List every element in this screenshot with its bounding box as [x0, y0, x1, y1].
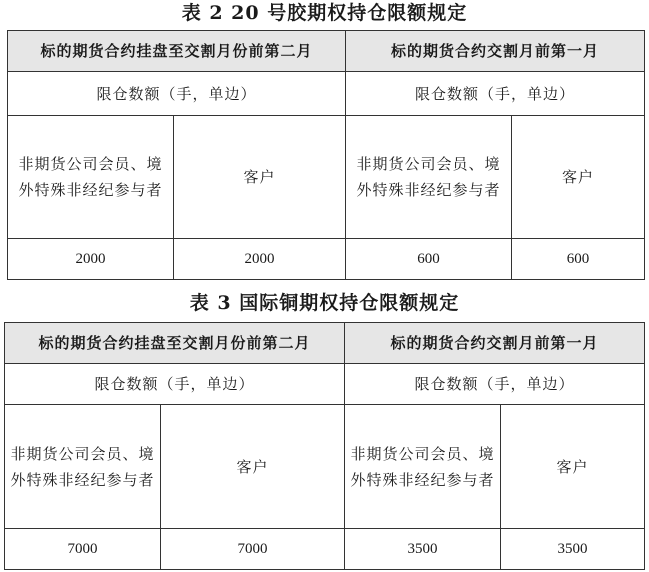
- table-2-category-member-2: 非期货公司会员、境外特殊非经纪参与者: [346, 116, 512, 239]
- table-2: [7, 30, 645, 280]
- table-3-category-client-1: 客户: [161, 405, 345, 529]
- table-3-value-client-2: 3500: [501, 529, 645, 570]
- table-2-value-client-1: 2000: [174, 239, 346, 280]
- table-3: [4, 322, 645, 570]
- table-2-period-header-2: 标的期货合约交割月前第一月: [346, 31, 645, 72]
- table-3-category-member-1: 非期货公司会员、境外特殊非经纪参与者: [5, 405, 161, 529]
- table-2-limit-header-1: 限仓数额（手，单边）: [8, 72, 346, 116]
- table-3-value-member-2: 3500: [345, 529, 501, 570]
- table-2-period-header-1: 标的期货合约挂盘至交割月份前第二月: [8, 31, 346, 72]
- table-2-category-member-1: 非期货公司会员、境外特殊非经纪参与者: [8, 116, 174, 239]
- table-3-limit-header-1: 限仓数额（手，单边）: [5, 364, 345, 405]
- table-2-category-client-1: 客户: [174, 116, 346, 239]
- table-3-category-member-2: 非期货公司会员、境外特殊非经纪参与者: [345, 405, 501, 529]
- table-3-value-client-1: 7000: [161, 529, 345, 570]
- table-2-value-member-1: 2000: [8, 239, 174, 280]
- table-3-value-member-1: 7000: [5, 529, 161, 570]
- table-2-limit-header-2: 限仓数额（手，单边）: [346, 72, 645, 116]
- table-2-value-client-2: 600: [512, 239, 645, 280]
- table-3-limit-header-2: 限仓数额（手，单边）: [345, 364, 645, 405]
- table-2-value-member-2: 600: [346, 239, 512, 280]
- table-3-category-client-2: 客户: [501, 405, 645, 529]
- table-3-period-header-1: 标的期货合约挂盘至交割月份前第二月: [5, 323, 345, 364]
- table-3-caption: 表 3 国际铜期权持仓限额规定: [189, 292, 460, 314]
- table-2-caption: 表 2 20 号胶期权持仓限额规定: [181, 2, 468, 24]
- table-3-period-header-2: 标的期货合约交割月前第一月: [345, 323, 645, 364]
- table-2-category-client-2: 客户: [512, 116, 645, 239]
